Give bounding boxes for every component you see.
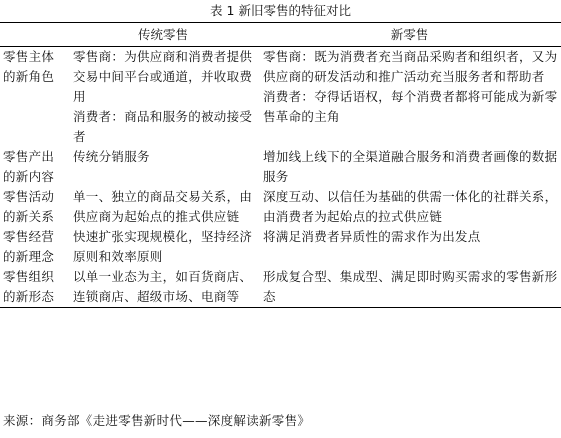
header-aspect (0, 23, 68, 47)
traditional-consumer-text: 消费者：商品和服务的被动接受者 (73, 109, 253, 144)
traditional-retailer-text: 零售商：为供应商和消费者提供交易中间平台或通道，并收取费用 (73, 49, 253, 104)
header-traditional-retail: 传统零售 (68, 23, 258, 47)
row-new: 形成复合型、集成型、满足即时购买需求的零售新形态 (263, 269, 558, 304)
row-new: 增加线上线下的全渠道融合服务和消费者画像的数据服务 (263, 149, 558, 184)
row-aspect: 零售主体的新角色 (3, 49, 55, 84)
row-aspect: 零售产出的新内容 (3, 149, 55, 184)
comparison-table (0, 22, 561, 308)
table-row (0, 47, 561, 148)
row-aspect: 零售经营的新理念 (3, 229, 55, 264)
row-traditional: 以单一业态为主，如百货商店、连锁商店、超级市场、电商等 (73, 269, 253, 304)
row-traditional: 单一、独立的商品交易关系，由供应商为起始点的推式供应链 (73, 189, 253, 224)
row-aspect: 零售活动的新关系 (3, 189, 55, 224)
row-new: 将满足消费者异质性的需求作为出发点 (263, 229, 481, 244)
row-traditional: 快速扩张实现规模化，坚持经济原则和效率原则 (73, 229, 253, 264)
header-row (0, 23, 561, 47)
row-traditional: 传统分销服务 (73, 149, 150, 164)
row-traditional (68, 47, 258, 148)
table-row (0, 267, 561, 308)
new-retailer-text: 零售商：既为消费者充当商品采购者和组织者，又为供应商的研发活动和推广活动充当服务者和帮助者 (263, 49, 558, 84)
source-note: 来源：商务部《走进零售新时代——深度解读新零售》 (3, 413, 311, 428)
table-row (0, 147, 561, 187)
table-caption: 表 1 新旧零售的特征对比 (210, 3, 351, 18)
table-row (0, 227, 561, 267)
header-new-retail: 新零售 (258, 23, 561, 47)
row-new: 深度互动、以信任为基础的供需一体化的社群关系，由消费者为起始点的拉式供应链 (263, 189, 558, 224)
new-consumer-text: 消费者：夺得话语权，每个消费者都将可能成为新零售革命的主角 (263, 89, 558, 124)
row-aspect: 零售组织的新形态 (3, 269, 55, 304)
table-row (0, 187, 561, 227)
row-new (258, 47, 561, 148)
